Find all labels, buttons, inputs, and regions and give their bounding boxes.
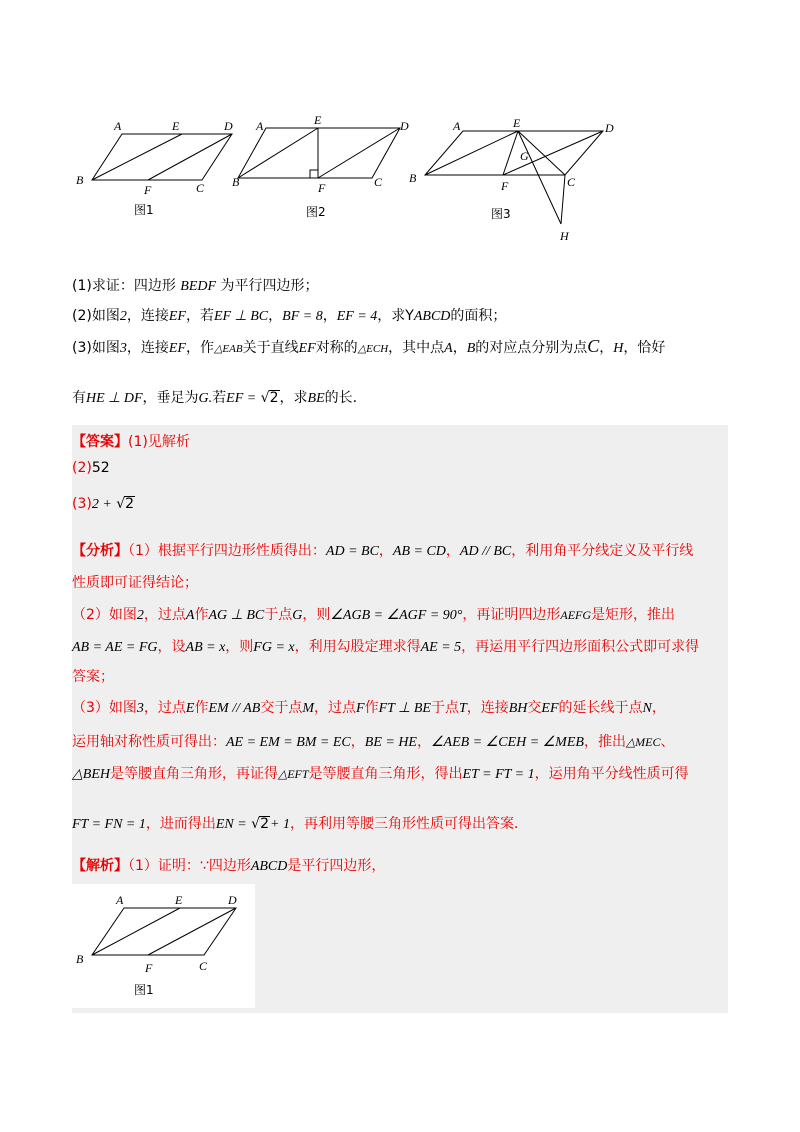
label-d: D [224,119,233,133]
figure-caption: 图1 [134,983,154,997]
analysis-line-1: 【分析】（1）根据平行四边形性质得出：AD = BC，AB = CD，AD // BC，利用角平分线定义及平行线 [72,543,694,559]
label-f: F [145,961,153,975]
question-1: (1)求证：四边形 BEDF 为平行四边形； [72,278,319,294]
label-d: D [228,893,237,907]
label-g: G [520,149,529,163]
label-c: C [567,175,576,189]
analysis-line-8: △BEH是等腰直角三角形，再证得△EFT是等腰直角三角形，得出ET = FT = 1，运用角平分线性质可得 [72,766,689,782]
label-c: C [199,959,208,973]
analysis-line-6: （3）如图3，过点E作EM // AB交于点M，过点F作FT ⊥ BE于点T，连接BH交EF的延长线于点N， [72,700,666,716]
label-a: A [256,119,264,133]
label-a: A [116,893,124,907]
analysis-line-7: 运用轴对称性质可得出：AE = EM = BM = EC，BE = HE，∠AEB = ∠CEH = ∠MEB，推出△MEC、 [72,734,675,750]
analysis-line-2: 性质即可证得结论； [72,575,198,591]
analysis-line-4: AB = AE = FG，设AB = x，则FG = x，利用勾股定理求得AE = 5，再运用平行四边形面积公式即可求得 [72,639,700,655]
label-b: B [76,173,84,187]
answer-line-2: (2)52 [72,460,110,476]
figure-1-solution [72,884,255,1008]
label-e: E [172,119,180,133]
question-3-continued: 有HE ⊥ DF，垂足为G.若EF = √2，求BE的长. [72,390,358,406]
label-e: E [314,113,322,127]
label-b: B [232,175,240,189]
question-2: (2)如图2，连接EF，若EF ⊥ BC，BF = 8，EF = 4，求YABCD的面积； [72,308,507,324]
label-e: E [175,893,183,907]
figure-caption: 图3 [491,207,511,221]
label-e: E [513,116,521,130]
figure-1 [72,112,242,222]
label-f: F [501,179,509,193]
label-b: B [409,171,417,185]
label-h: H [560,229,569,243]
figure-caption: 图1 [134,203,154,217]
label-c: C [196,181,205,195]
label-d: D [605,121,614,135]
label-a: A [453,119,461,133]
figure-3 [405,112,625,247]
answer-line-3: (3)2 + √2 [72,496,135,512]
figure-caption: 图2 [306,205,326,219]
label-b: B [76,952,84,966]
label-c: C [374,175,383,189]
analysis-line-3: （2）如图2，过点A作AG ⊥ BC于点G，则∠AGB = ∠AGF = 90°，再证明四边形AEFG是矩形，推出 [72,607,676,623]
solution-line-1: 【解析】（1）证明：∵四边形ABCD是平行四边形， [72,858,386,874]
answer-line-1: 【答案】(1)见解析 [72,434,190,450]
question-3: (3)如图3，连接EF，作△EAB关于直线EF对称的△ECH，其中点A，B的对应点分别为点C，H，恰好 [72,336,666,356]
analysis-line-9: FT = FN = 1，进而得出EN = √2+ 1，再利用等腰三角形性质可得出答案． [72,816,528,832]
figure-2 [228,112,418,222]
analysis-line-5: 答案； [72,669,114,685]
label-f: F [144,183,152,197]
label-a: A [114,119,122,133]
label-f: F [318,181,326,195]
label-d: D [400,119,409,133]
